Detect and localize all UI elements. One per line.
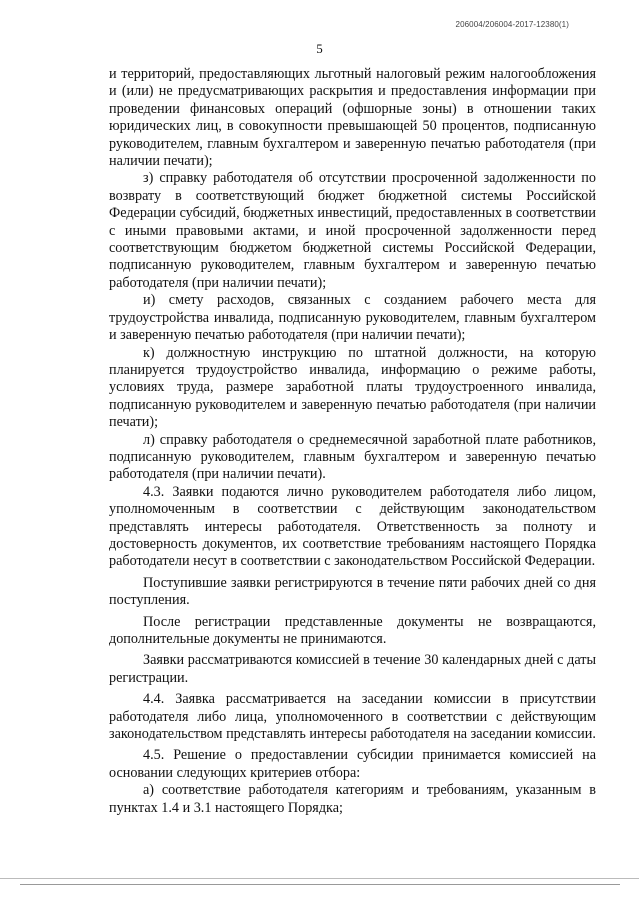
paragraph-4-5: 4.5. Решение о предоставлении субсидии принимается комиссией на основании следующих критериев отбора: — [109, 747, 596, 781]
paragraph-item-z: з) справку работодателя об отсутствии просроченной задолженности по возврату в соответствующий бюджет бюджетной системы Российской Федерации субсидий, бюджетных инвестиций, предоставленных в соответствии с иными правовыми актами, и иной просроченной задолженности перед соответствующим бюджетом бюджетной системы Российской Федерации, подписанную руководителем, главным бухгалтером и заверенную печатью работодателя (при наличии печати); — [109, 170, 596, 291]
paragraph-4-4: 4.4. Заявка рассматривается на заседании комиссии в присутствии работодателя либо лица, уполномоченного в соответствии с действующим законодательством представлять интересы работодателя на заседании комиссии. — [109, 691, 596, 743]
paragraph-criterion-a: а) соответствие работодателя категориям и требованиям, указанным в пунктах 1.4 и 3.1 настоящего Порядка; — [109, 782, 596, 816]
paragraph-no-return: После регистрации представленные документы не возвращаются, дополнительные документы не принимаются. — [109, 613, 596, 647]
page-number: 5 — [316, 41, 323, 56]
paragraph-offshore-continuation: и территорий, предоставляющих льготный налоговый режим налогообложения и (или) не предусматривающих раскрытия и предоставления информации при проведении финансовых операций (офшорные зоны) в отношении таких юридических лиц, в совокупности превышающей 50 процентов, подписанную руководителем, главным бухгалтером и заверенную печатью работодателя (при наличии печати); — [109, 66, 596, 170]
document-body — [109, 66, 596, 817]
paragraph-4-3: 4.3. Заявки подаются лично руководителем работодателя либо лицом, уполномоченным в соответствии с действующим законодательством представлять интересы работодателя. Ответственность за полноту и достоверность документов, их соответствие требованиям настоящего Порядка работодатели несут в соответствии с законодательством Российской Федерации. — [109, 483, 596, 570]
paragraph-item-i: и) смету расходов, связанных с созданием рабочего места для трудоустройства инвалида, подписанную руководителем, главным бухгалтером и заверенную печатью работодателя (при наличии печати); — [109, 292, 596, 344]
scan-edge-line — [0, 878, 639, 879]
paragraph-review-period: Заявки рассматриваются комиссией в течение 30 календарных дней с даты регистрации. — [109, 652, 596, 686]
scan-edge-line-2 — [20, 884, 620, 885]
document-id: 206004/206004-2017-12380(1) — [455, 20, 569, 29]
paragraph-registration: Поступившие заявки регистрируются в течение пяти рабочих дней со дня поступления. — [109, 574, 596, 609]
paragraph-item-l: л) справку работодателя о среднемесячной заработной плате работников, подписанную руководителем, главным бухгалтером и заверенную печатью работодателя (при наличии печати). — [109, 431, 596, 483]
paragraph-item-k: к) должностную инструкцию по штатной должности, на которую планируется трудоустройство инвалида, информацию о режиме работы, условиях труда, размере заработной платы трудоустроенного инвалида, подписанную руководителем и заверенную печатью работодателя (при наличии печати); — [109, 344, 596, 431]
